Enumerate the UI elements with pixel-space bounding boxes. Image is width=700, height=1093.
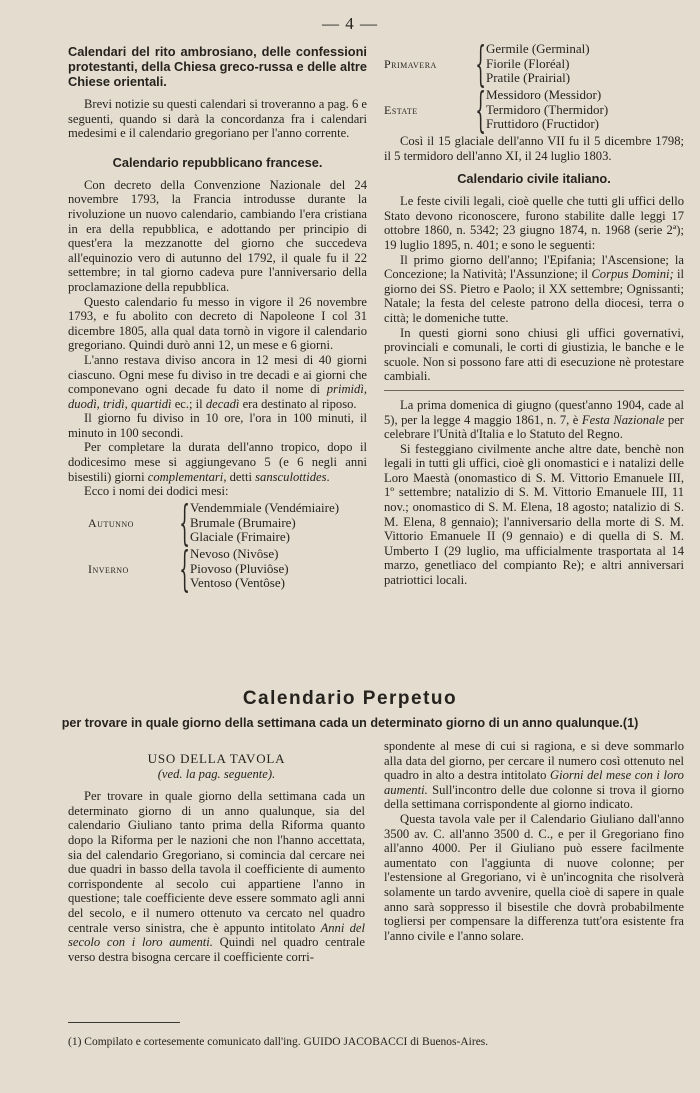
month-name: Piovoso (Pluviôse)	[190, 560, 289, 576]
paragraph: Ecco i nomi dei dodici mesi:	[84, 484, 229, 499]
brace-icon: {	[179, 540, 190, 597]
month-list	[486, 42, 590, 86]
paragraph: La prima domenica di giugno (quest'anno 1904, cade al 5), per la legge 4 maggio 1861, n. 7, è Festa Nazionale per celebrare l'Unità d'Italia e lo Statuto del Regno.	[384, 397, 684, 442]
perpetuo-right-column	[384, 739, 684, 943]
season-label: Estate	[384, 102, 418, 117]
month-name: Fiorile (Floréal)	[486, 55, 570, 71]
paragraph: spondente al mese di cui si ragiona, e si deve sommarlo alla data del giorno, per cercare il numero così ottenuto nel quadro in alto a destra intitolato Giorni del mese con i loro aumenti. Sull'incontro delle due colonne si trova il giorno della settimana corrispondente al giorno indicato.	[384, 739, 684, 812]
paragraph: Per trovare in quale giorno della settimana cada un determinato giorno di un anno qualunque, sia del calendario Giuliano tanto prima della Riforma quanto dopo la Riforma per le nazioni che non l'hanno accettata, sia del calendario Gregoriano, si comincia dal cercare nei due quadri in basso della tavola il coefficiente di aumento corrispondente al secolo cui appartiene l'anno in questione; tale coefficiente deve essere sommato agli anni del secolo, e il numero ottenuto va cercato nel quadro centrale verso sinistra, che è appunto intitolato Anni del secolo con i loro aumenti. Quindi nel quadro centrale verso destra bisogna cercare il coefficiente corri-	[68, 789, 366, 964]
month-name: Germile (Germinal)	[486, 41, 590, 57]
month-name: Pratile (Prairial)	[486, 70, 571, 86]
month-list	[190, 547, 289, 591]
paragraph: Questa tavola vale per il Calendario Giuliano dall'anno 3500 av. C. all'anno 3500 d. C., e per il Gregoriano fino all'anno 4000. Per il Giuliano può essere facilmente aumentato con l'aggiunta di nuove colonne; per l'estensione al Gregoriano, vi è un'incognita che risolverà solamente un tardo avvenire, quella cioè di sapere in quale anno sarà soppresso il bisestile che dovrà probabilmente togliersi per compensare la differenza tutt'ora esistente fra l'anno civile e l'anno solare.	[384, 811, 684, 943]
perpetuo-left-column	[68, 752, 365, 964]
brace-icon: {	[179, 494, 190, 551]
page-number: — 4 —	[322, 14, 378, 33]
heading-civil-calendar: Calendario civile italiano.	[457, 171, 611, 187]
footnote-rule	[68, 1022, 180, 1023]
month-name: Messidoro (Messidor)	[486, 87, 602, 103]
heading-republican-calendar: Calendario repubblicano francese.	[112, 154, 323, 170]
paragraph: L'anno restava diviso ancora in 12 mesi di 40 giorni ciascuno. Ogni mese fu diviso in tre decadi e ai giorni che componevano ogni decade fu dato il nome di primidì, duodì, tridì, quartidì ec.; il decadì era destinato al riposo.	[68, 352, 367, 411]
season-label: Primavera	[384, 56, 437, 71]
see-reference: (ved. la pag. seguente).	[157, 766, 276, 781]
heading-uso-della-tavola: USO DELLA TAVOLA	[147, 751, 286, 766]
month-name: Glaciale (Frimaire)	[190, 529, 290, 545]
month-name: Nevoso (Nivôse)	[190, 546, 279, 562]
paragraph: Il primo giorno dell'anno; l'Epifania; l'Ascensione; la Concezione; la Natività; l'Assunzione; il Corpus Domini; il giorno dei SS. Pietro e Paolo; il XX settembre; Ognissanti; Natale; la festa del celeste patrono della diocesi, terra o città; le domeniche tutte.	[384, 252, 684, 325]
season-label: Autunno	[88, 515, 134, 530]
season-primavera	[384, 36, 684, 92]
paragraph: Questo calendario fu messo in vigore il 26 novembre 1793, e fu abolito con decreto di Napoleone I col 31 dicembre 1805, alla qual data tornò in vigore il calendario gregoriano. Quindi durò anni 12, un mese e 6 giorni.	[68, 294, 367, 353]
season-autunno	[88, 494, 367, 551]
heading-rites: Calendari del rito ambrosiano, delle confessioni protestanti, della Chiesa greco-russa e delle altre Chiese orientali.	[68, 44, 367, 89]
paragraph: Il giorno fu diviso in 10 ore, l'ora in 100 minuti, il minuto in 100 secondi.	[68, 411, 367, 440]
section-subtitle: per trovare in quale giorno della settimana cada un determinato giorno di un anno qualunque.(1)	[61, 716, 639, 730]
month-list	[486, 88, 608, 132]
month-name: Termidoro (Thermidor)	[486, 101, 609, 117]
month-name: Ventoso (Ventôse)	[190, 575, 285, 591]
month-name: Fruttidoro (Fructidor)	[486, 116, 600, 132]
paragraph: Si festeggiano civilmente anche altre date, benchè non legali in tutti gli uffici, cioè gli onomastici e i natalizi delle Loro Maestà (onomastico di S. M. Vittorio Emanuele III, 1º settembre; natalizio di S. M. Vittorio Emanuele III, 11 nov.; onomastico di S. M. Elena, 18 agosto; natalizio di S. M. Elena, 8 gennaio); l'anniversario della morte di S. M. Vittorio Emanuele II (9 gennaio) e di quella di S. M. Umberto I (29 luglio, ma ufficialmente trasportata al 14 marzo, genetliaco del compianto Re); e altri anniversari patriottici locali.	[384, 441, 684, 588]
section-title: Calendario Perpetuo	[242, 688, 458, 709]
season-inverno	[88, 540, 367, 597]
divider	[384, 390, 684, 391]
month-list	[190, 501, 339, 545]
month-name: Vendemmiale (Vendémiaire)	[190, 500, 340, 516]
month-name: Brumale (Brumaire)	[190, 514, 296, 530]
season-estate	[384, 82, 684, 138]
footnote: (1) Compilato e cortesemente comunicato dall'ing. GUIDO JACOBACCI di Buenos-Aires.	[68, 1036, 489, 1048]
paragraph: Le feste civili legali, cioè quelle che tutti gli uffici dello Stato devono riconoscere, furono stabilite dalle leggi 17 ottobre 1860, n. 5342; 23 giugno 1874, n. 1968 (serie 2ª); 19 luglio 1895, n. 401; e sono le seguenti:	[384, 194, 684, 252]
season-label: Inverno	[88, 561, 129, 576]
paragraph: Con decreto della Convenzione Nazionale del 24 novembre 1793, la Francia introdusse durante la rivoluzione un nuovo calendario, cambiando l'era cristiana in era della repubblica, e adottando per principio di quest'era la mezzanotte del giorno che succedeva all'equinozio vero di autunno del 1792, il quale fu il 22 settembre; in tal giorno cadeva pure l'anniversario della proclamazione della repubblica.	[68, 177, 367, 294]
paragraph: In questi giorni sono chiusi gli uffici governativi, provinciali e comunali, le corti di giustizia, le banche e le scuole. Non si possono fare atti di esecuzione nè protestare cambiali.	[384, 325, 684, 384]
paragraph: Così il 15 glaciale dell'anno VII fu il 5 dicembre 1798; il 5 termidoro dell'anno XI, il 24 luglio 1803.	[384, 134, 684, 163]
brace-icon: {	[475, 36, 486, 92]
paragraph: Brevi notizie su questi calendari si troveranno a pag. 6 e seguenti, quando si darà la concordanza fra i calendari medesimi e il calendario gregoriano per l'anno corrente.	[68, 97, 367, 141]
brace-icon: {	[475, 82, 486, 138]
right-column	[384, 36, 684, 588]
paragraph: Per completare la durata dell'anno tropico, dopo il dodicesimo mese si aggiungevano 5 (e 6 negli anni bisestili) giorni complementari, detti sansculottides.	[68, 440, 367, 484]
left-column	[68, 44, 367, 597]
